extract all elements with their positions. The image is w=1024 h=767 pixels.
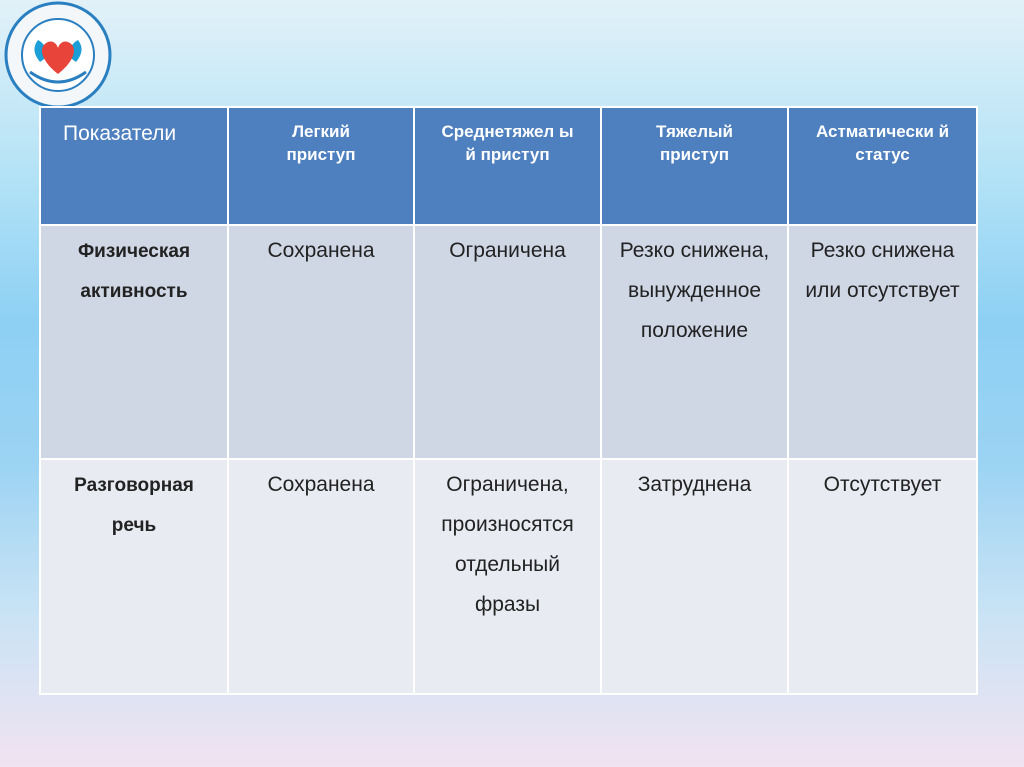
table-cell: Сохранена: [228, 225, 414, 459]
row-label-speech: Разговорная речь: [40, 459, 228, 694]
table-cell: Резко снижена или отсутствует: [788, 225, 977, 459]
header-mild-attack: Легкий приступ: [228, 107, 414, 225]
header-status-asthmaticus: Астматически й статус: [788, 107, 977, 225]
college-logo: [0, 0, 118, 112]
header-moderate-attack: Среднетяжел ый приступ: [414, 107, 601, 225]
table-row: [40, 225, 977, 459]
header-indicators: Показатели: [40, 107, 228, 225]
asthma-attack-table: [39, 106, 978, 695]
table-cell: Сохранена: [228, 459, 414, 694]
row-label-physical-activity: Физическая активность: [40, 225, 228, 459]
table-cell: Затруднена: [601, 459, 788, 694]
table-cell: Резко снижена, вынужденное положение: [601, 225, 788, 459]
table-row: [40, 459, 977, 694]
table-cell: Ограничена, произносятся отдельный фразы: [414, 459, 601, 694]
header-severe-attack: Тяжелый приступ: [601, 107, 788, 225]
table-cell: Ограничена: [414, 225, 601, 459]
table-cell: Отсутствует: [788, 459, 977, 694]
college-heart-logo-icon: [0, 0, 118, 112]
